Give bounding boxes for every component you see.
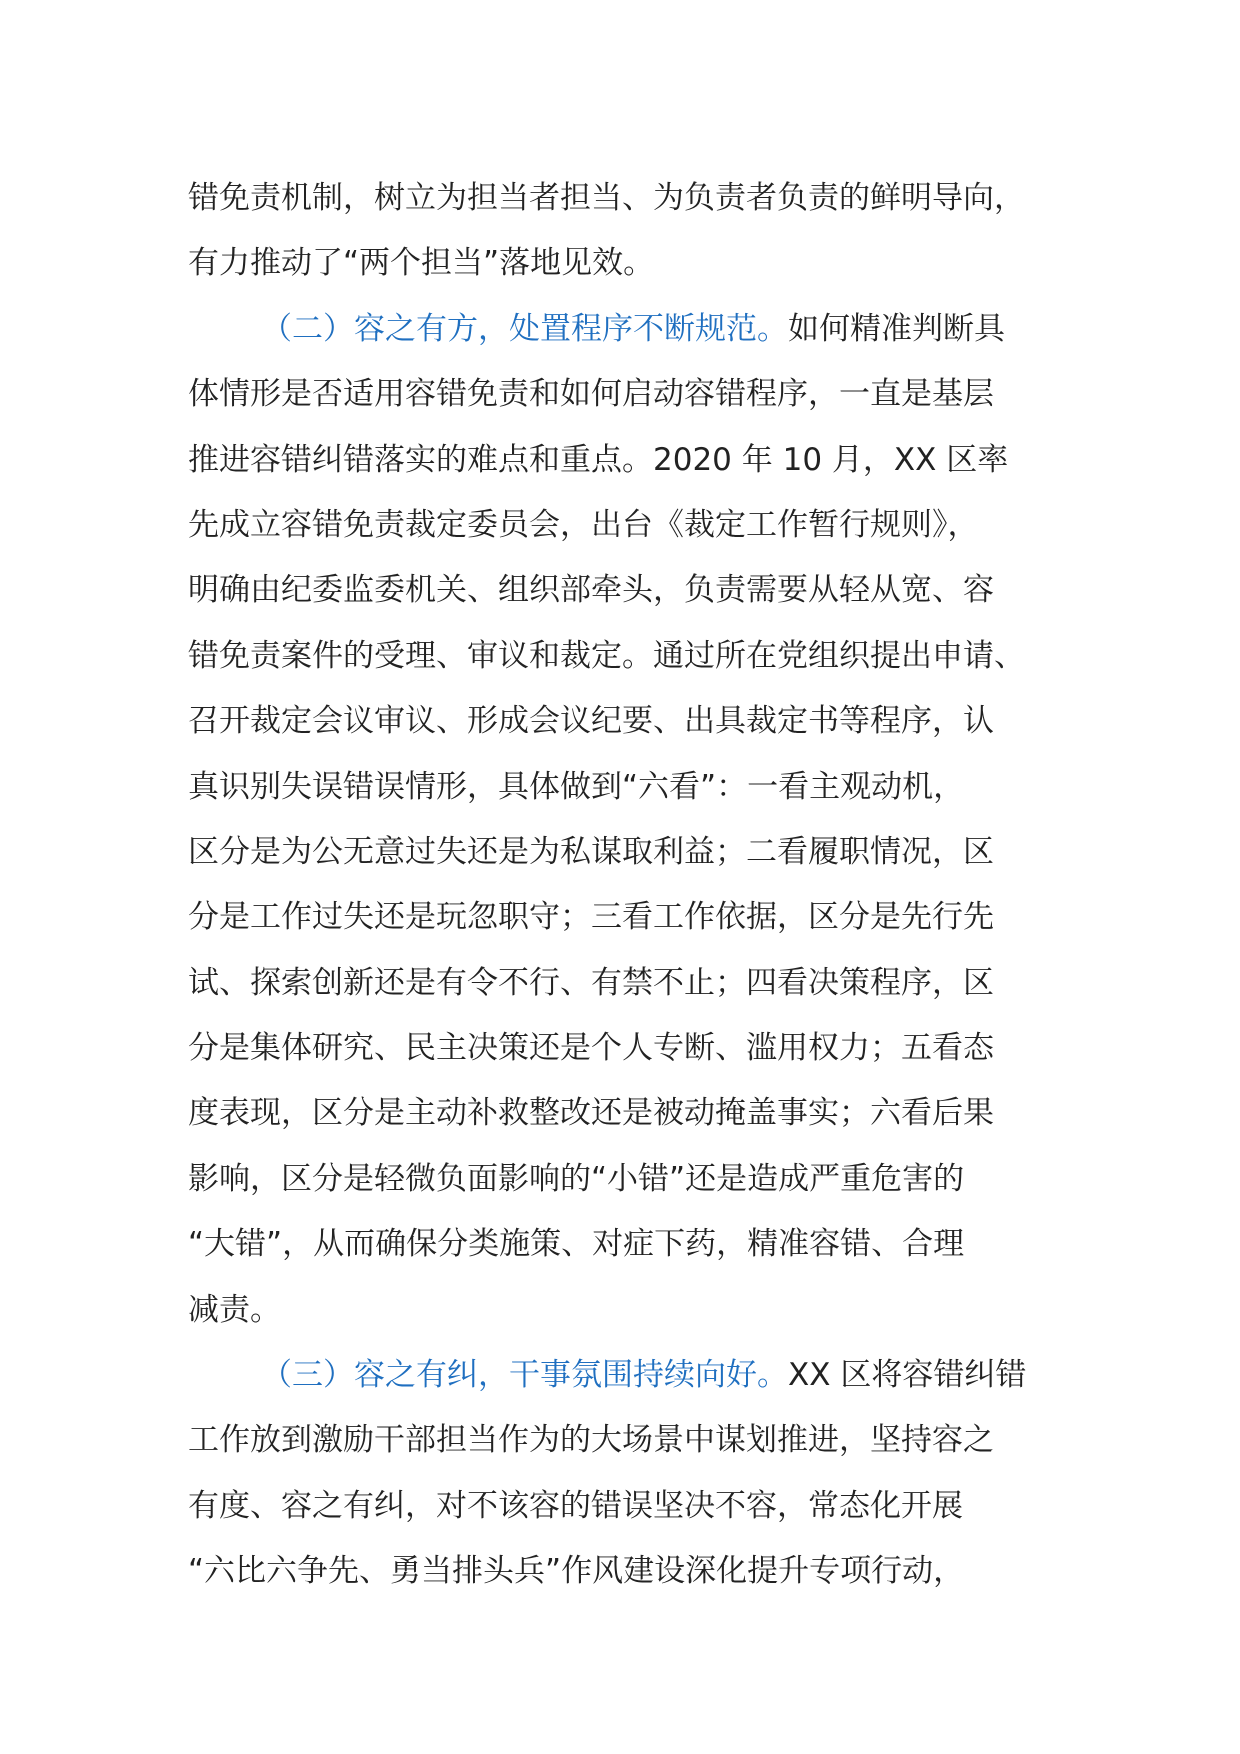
line-text: 区分是为公无意过失还是为私谋取利益；二看履职情况，区 <box>188 833 994 870</box>
text-line <box>188 1278 1058 1343</box>
line-text: 先成立容错免责裁定委员会，出台《裁定工作暂行规则》， <box>188 506 979 543</box>
text-line <box>188 689 1058 754</box>
line-text: 试、探索创新还是有令不行、有禁不止；四看决策程序，区 <box>188 964 994 1001</box>
section-heading-line <box>188 297 1058 362</box>
line-text: 影响，区分是轻微负面影响的“小错”还是造成严重危害的 <box>188 1160 965 1197</box>
line-text: 错免责案件的受理、审议和裁定。通过所在党组织提出申请、 <box>188 637 1025 674</box>
text-line <box>188 1539 1058 1604</box>
text-line <box>188 755 1058 820</box>
line-text: 减责。 <box>188 1291 281 1328</box>
section-heading-line <box>188 1343 1058 1408</box>
text-line <box>188 1147 1058 1212</box>
text-line <box>188 1212 1058 1277</box>
line-text: 错免责机制，树立为担当者担当、为负责者负责的鲜明导向， <box>188 180 1025 216</box>
text-line <box>188 1016 1058 1081</box>
line-text: XX 区将容错纠错 <box>788 1357 1027 1394</box>
line-text: 有度、容之有纠，对不该容的错误坚决不容，常态化开展 <box>188 1487 963 1524</box>
text-line <box>188 1408 1058 1473</box>
line-text: 推进容错纠错落实的难点和重点。2020 年 10 月，XX 区率 <box>188 441 1009 478</box>
line-text: 有力推动了“两个担当”落地见效。 <box>188 245 655 282</box>
line-text: 如何精准判断具 <box>788 310 1005 347</box>
section-heading: （三）容之有纠，干事氛围持续向好。 <box>261 1357 788 1394</box>
text-line <box>188 885 1058 950</box>
section-heading: （二）容之有方，处置程序不断规范。 <box>261 310 788 347</box>
text-line <box>188 1081 1058 1146</box>
line-text: 召开裁定会议审议、形成会议纪要、出具裁定书等程序，认 <box>188 703 994 740</box>
text-line <box>188 1474 1058 1539</box>
line-text: 分是工作过失还是玩忽职守；三看工作依据，区分是先行先 <box>188 899 994 936</box>
line-text: 明确由纪委监委机关、组织部牵头，负责需要从轻从宽、容 <box>188 572 994 609</box>
line-text: 分是集体研究、民主决策还是个人专断、滥用权力；五看态 <box>188 1030 994 1067</box>
text-line <box>188 362 1058 427</box>
line-text: 工作放到激励干部担当作为的大场景中谋划推进，坚持容之 <box>188 1422 994 1459</box>
text-line <box>188 951 1058 1016</box>
text-line <box>188 820 1058 885</box>
text-line <box>188 493 1058 558</box>
text-line <box>188 428 1058 493</box>
text-line <box>188 558 1058 623</box>
document-body <box>188 166 1058 1605</box>
line-text: 体情形是否适用容错免责和如何启动容错程序，一直是基层 <box>188 376 994 413</box>
text-line <box>188 166 1058 231</box>
text-line <box>188 231 1058 296</box>
line-text: 真识别失误错误情形，具体做到“六看”：一看主观动机， <box>188 768 965 805</box>
text-line <box>188 624 1058 689</box>
line-text: “六比六争先、勇当排头兵”作风建设深化提升专项行动， <box>188 1553 965 1590</box>
line-text: 度表现，区分是主动补救整改还是被动掩盖事实；六看后果 <box>188 1095 994 1132</box>
line-text: “大错”，从而确保分类施策、对症下药，精准容错、合理 <box>188 1226 965 1263</box>
